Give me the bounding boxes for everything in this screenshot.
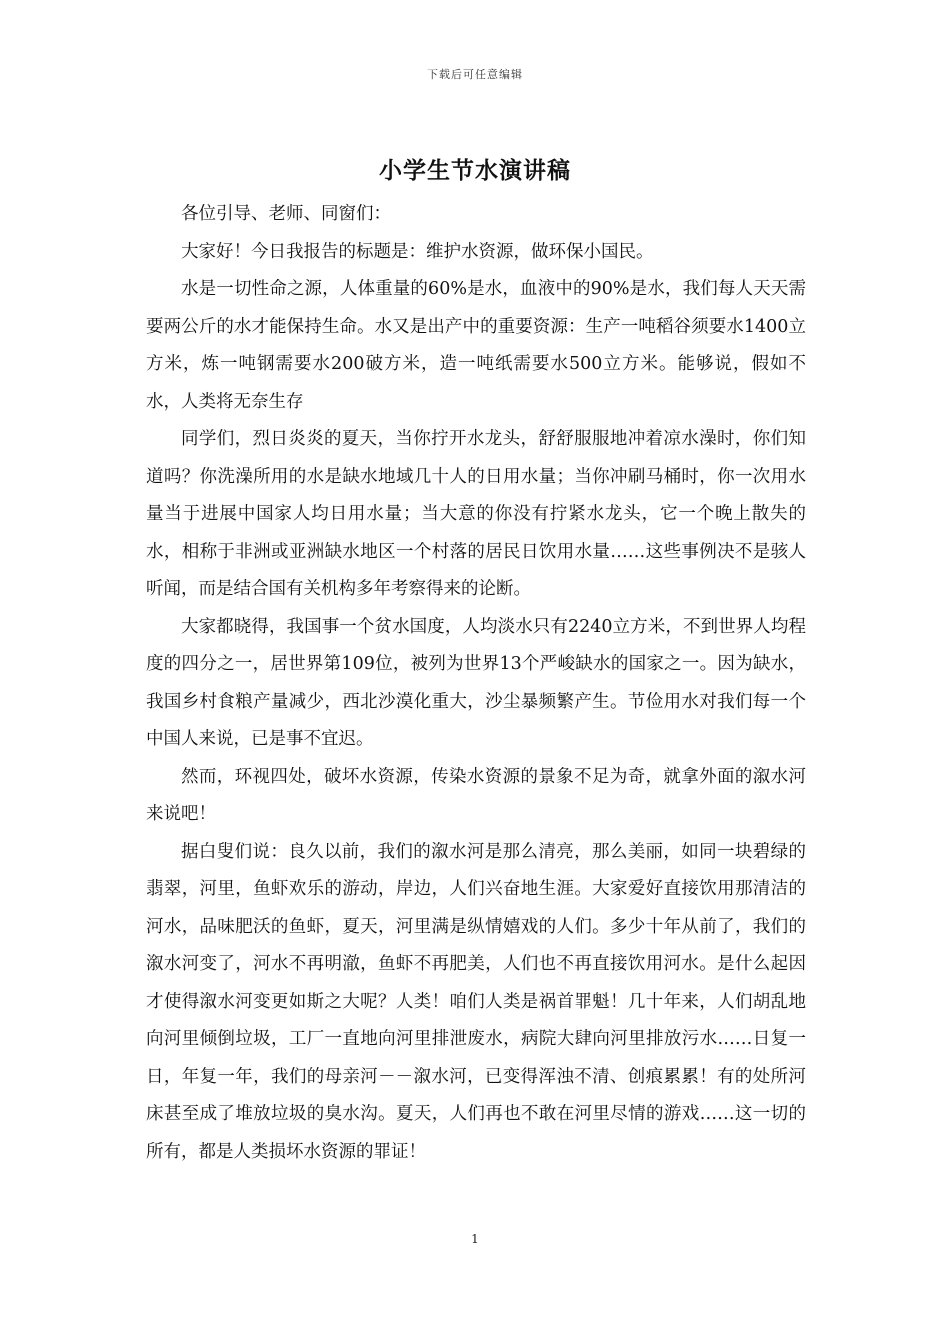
paragraph-pollution-intro: 然而，环视四处，破坏水资源，传染水资源的景象不足为奇，就拿外面的溆水河来说吧！: [146, 766, 806, 824]
paragraph-water-usage: 同学们，烈日炎炎的夏天，当你拧开水龙头，舒舒服服地冲着凉水澡时，你们知道吗？你洗澡所用的水是缺水地域几十人的日用水量；当你冲刷马桶时，你一次用水量当于进展中国家人均日用水量；当大意的你没有拧紧水龙头，它一个晚上散失的水，相称于非洲或亚洲缺水地区一个村落的居民日饮用水量……这些事例决不是骇人听闻，而是结合国有关机构多年考察得来的论断。: [146, 429, 806, 599]
page-number: 1: [471, 1232, 479, 1246]
paragraph-greeting: 各位引导、老师、同窗们：: [181, 204, 391, 224]
paragraph-river-story: 据白叟们说：良久以前，我们的溆水河是那么清亮，那么美丽，如同一块碧绿的翡翠，河里，鱼虾欢乐的游动，岸边，人们兴奋地生涯。大家爱好直接饮用那清洁的河水，品味肥沃的鱼虾，夏天，河里满是纵情嬉戏的人们。多少十年从前了，我们的溆水河变了，河水不再明澈，鱼虾不再肥美，人们也不再直接饮用河水。是什么起因才使得溆水河变更如斯之大呢？人类！咱们人类是祸首罪魁！几十年来，人们胡乱地向河里倾倒垃圾，工厂一直地向河里排泄废水，病院大肆向河里排放污水……日复一日，年复一年，我们的母亲河－－溆水河，已变得浑浊不清、创痕累累！有的处所河床甚至成了堆放垃圾的臭水沟。夏天，人们再也不敢在河里尽情的游戏……这一切的所有，都是人类损坏水资源的罪证！: [146, 841, 806, 1162]
paragraph-water-source: 水是一切性命之源，人体重量的60%是水，血液中的90%是水，我们每人天天需要两公斤的水才能保持生命。水又是出产中的重要资源：生产一吨稻谷须要水1400立方米，炼一吨钢需要水200破方米，造一吨纸需要水500立方米。能够说，假如不水，人类将无奈生存: [146, 279, 806, 412]
document-body: [146, 196, 806, 1171]
document-title: 小学生节水演讲稿: [379, 157, 571, 184]
paragraph-topic: 大家好！今日我报告的标题是：维护水资源，做环保小国民。: [181, 241, 654, 262]
header-note: 下载后可任意编辑: [427, 68, 523, 81]
paragraph-water-shortage: 大家都晓得，我国事一个贫水国度，人均淡水只有2240立方米，不到世界人均程度的四分之一，居世界第109位，被列为世界13个严峻缺水的国家之一。因为缺水，我国乡村食粮产量减少，西北沙漠化重大，沙尘暴频繁产生。节俭用水对我们每一个中国人来说，已是事不宜迟。: [146, 616, 806, 749]
